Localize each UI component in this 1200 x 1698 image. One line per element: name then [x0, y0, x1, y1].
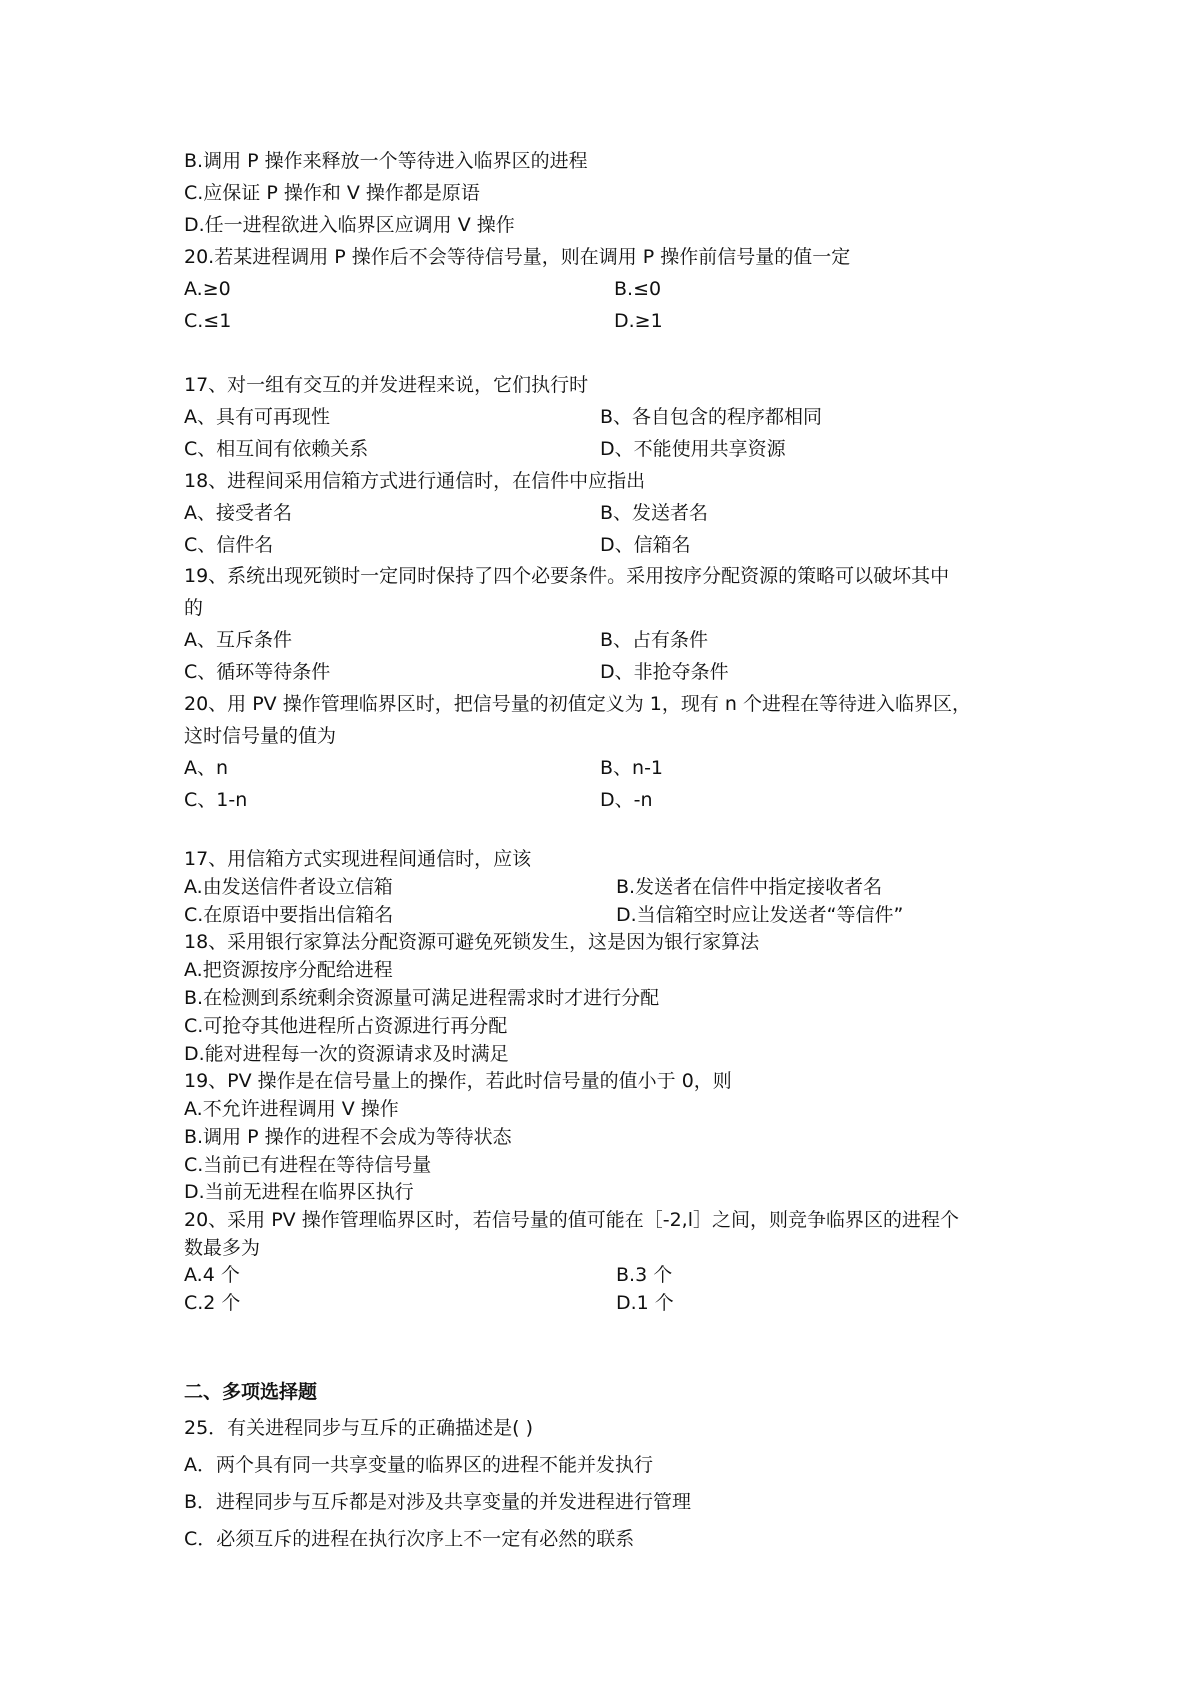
b2-q18-stem: 18、进程间采用信箱方式进行通信时，在信件中应指出 — [184, 470, 646, 492]
b2-q19-option-d: D、非抢夺条件 — [600, 661, 729, 683]
b3-q19-option-d: D.当前无进程在临界区执行 — [184, 1181, 414, 1203]
b2-q20-option-a: A、n — [184, 757, 229, 779]
s2-q25-option-c: C．必须互斥的进程在执行次序上不一定有必然的联系 — [184, 1528, 635, 1550]
s2-q25-stem: 25．有关进程同步与互斥的正确描述是( ) — [184, 1417, 534, 1439]
b3-q19-option-b: B.调用 P 操作的进程不会成为等待状态 — [184, 1126, 512, 1148]
b3-q20-option-b: B.3 个 — [616, 1264, 673, 1286]
b3-q17-option-d: D.当信箱空时应让发送者“等信件” — [616, 904, 904, 926]
b1-q20-option-a: A.≥0 — [184, 278, 231, 300]
b2-q17-option-a: A、具有可再现性 — [184, 406, 330, 428]
b3-q20-option-d: D.1 个 — [616, 1292, 674, 1314]
b3-q18-option-d: D.能对进程每一次的资源请求及时满足 — [184, 1043, 509, 1065]
b2-q19-stem-line2: 的 — [184, 597, 204, 619]
b2-q20-stem-line2: 这时信号量的值为 — [184, 725, 337, 747]
b2-q18-option-b: B、发送者名 — [600, 502, 709, 524]
b3-q18-option-b: B.在检测到系统剩余资源量可满足进程需求时才进行分配 — [184, 987, 660, 1009]
b2-q20-option-c: C、1-n — [184, 789, 248, 811]
b3-q17-option-c: C.在原语中要指出信箱名 — [184, 904, 394, 926]
b3-q19-option-a: A.不允许进程调用 V 操作 — [184, 1098, 399, 1120]
b1-q20-option-b: B.≤0 — [614, 278, 662, 300]
b1-option-b: B.调用 P 操作来释放一个等待进入临界区的进程 — [184, 150, 588, 172]
b3-q17-option-a: A.由发送信件者设立信箱 — [184, 876, 393, 898]
s2-q25-option-b: B．进程同步与互斥都是对涉及共享变量的并发进程进行管理 — [184, 1491, 692, 1513]
b1-option-d: D.任一进程欲进入临界区应调用 V 操作 — [184, 214, 515, 236]
b3-q18-option-a: A.把资源按序分配给进程 — [184, 959, 393, 981]
b3-q20-stem-line1: 20、采用 PV 操作管理临界区时，若信号量的值可能在［-2,l］之间，则竞争临界区的进程个 — [184, 1209, 959, 1231]
b3-q20-option-a: A.4 个 — [184, 1264, 240, 1286]
b2-q17-option-d: D、不能使用共享资源 — [600, 438, 786, 460]
b2-q19-option-a: A、互斥条件 — [184, 629, 292, 651]
b2-q17-option-b: B、各自包含的程序都相同 — [600, 406, 823, 428]
b1-q20-option-c: C.≤1 — [184, 310, 232, 332]
b3-q20-option-c: C.2 个 — [184, 1292, 241, 1314]
b1-option-c: C.应保证 P 操作和 V 操作都是原语 — [184, 182, 480, 204]
section-heading: 二、多项选择题 — [184, 1381, 318, 1403]
b2-q20-stem-line1: 20、用 PV 操作管理临界区时，把信号量的初值定义为 1，现有 n 个进程在等待进入临界区， — [184, 693, 971, 715]
b2-q19-option-b: B、占有条件 — [600, 629, 709, 651]
b2-q19-option-c: C、循环等待条件 — [184, 661, 331, 683]
b2-q20-option-b: B、n-1 — [600, 757, 664, 779]
b1-q20-option-d: D.≥1 — [614, 310, 663, 332]
b2-q19-stem-line1: 19、系统出现死锁时一定同时保持了四个必要条件。采用按序分配资源的策略可以破坏其中 — [184, 565, 950, 587]
b2-q18-option-c: C、信件名 — [184, 534, 274, 556]
b2-q18-option-a: A、接受者名 — [184, 502, 292, 524]
b3-q18-option-c: C.可抢夺其他进程所占资源进行再分配 — [184, 1015, 508, 1037]
s2-q25-option-a: A．两个具有同一共享变量的临界区的进程不能并发执行 — [184, 1454, 653, 1476]
b2-q17-stem: 17、对一组有交互的并发进程来说，它们执行时 — [184, 374, 589, 396]
b1-q20-stem: 20.若某进程调用 P 操作后不会等待信号量，则在调用 P 操作前信号量的值一定 — [184, 246, 851, 268]
b3-q18-stem: 18、采用银行家算法分配资源可避免死锁发生，这是因为银行家算法 — [184, 931, 760, 953]
b2-q20-option-d: D、-n — [600, 789, 653, 811]
b3-q19-option-c: C.当前已有进程在等待信号量 — [184, 1154, 432, 1176]
b3-q20-stem-line2: 数最多为 — [184, 1237, 261, 1259]
b3-q17-stem: 17、用信箱方式实现进程间通信时，应该 — [184, 848, 532, 870]
b3-q17-option-b: B.发送者在信件中指定接收者名 — [616, 876, 883, 898]
b3-q19-stem: 19、PV 操作是在信号量上的操作，若此时信号量的值小于 0，则 — [184, 1070, 732, 1092]
b2-q18-option-d: D、信箱名 — [600, 534, 691, 556]
b2-q17-option-c: C、相互间有依赖关系 — [184, 438, 369, 460]
